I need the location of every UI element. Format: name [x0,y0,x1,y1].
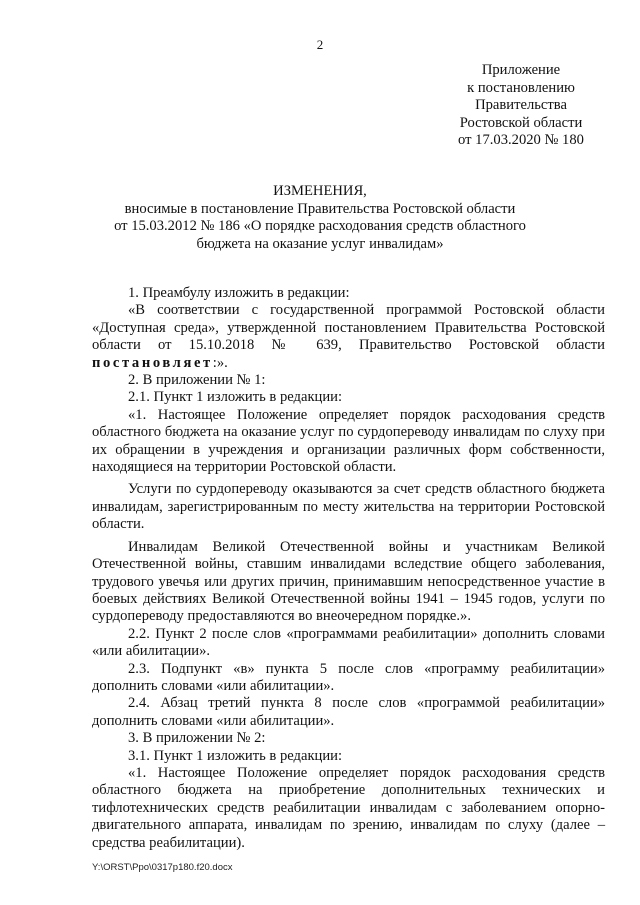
paragraph-text: «В соответствии с государственной программой Ростовской области «Доступная среда», утвержденной постановлением Правительства Ростовской области от 15.10.2018 № 639, Правительство Ростовской области [92,302,605,354]
annex-line: Приложение [481,62,561,78]
paragraph: 2.2. Пункт 2 после слов «программами реабилитации» дополнить словами «или абилитации». [92,625,605,660]
paragraph: Услуги по сурдопереводу оказываются за счет средств областного бюджета инвалидам, зарегистрированным по месту жительства на территории Ростовской области. [92,481,605,533]
paragraph: 1. Преамбулу изложить в редакции: [128,285,350,301]
page-number: 2 [316,37,324,52]
paragraph: Инвалидам Великой Отечественной войны и участникам Великой Отечественной войны, ставшим инвалидами вследствие общего заболевания, трудового увечья или других причин, принимавшим непосредственное участие в боевых действиях Великой Отечественной войны 1941 – 1945 годов, услуги по сурдопереводу предоставляются во внеочередном порядке.». [92,538,605,625]
document-heading [100,183,540,253]
document-body [92,285,605,852]
annex-line: к постановлению [467,79,575,96]
annex-line: от 17.03.2020 № 180 [458,132,584,148]
annex-line: Ростовской области [459,114,583,131]
emphasized-word: постановляет [92,354,213,371]
paragraph: «1. Настоящее Положение определяет порядок расходования средств областного бюджета на приобретение дополнительных технических и тифлотехнических средств реабилитации инвалидам с заболеванием опорно-двигательного аппарата, инвалидам по зрению, инвалидам по слуху (далее – средства реабилитации). [92,764,605,851]
paragraph: 2.1. Пункт 1 изложить в редакции: [128,389,343,406]
paragraph: 2.3. Подпункт «в» пункта 5 после слов «программу реабилитации» дополнить словами «или абилитации». [92,660,605,694]
paragraph: 3.1. Пункт 1 изложить в редакции: [128,747,343,764]
paragraph: 2.4. Абзац третий пункта 8 после слов «программой реабилитации» дополнить словами «или абилитации». [92,695,605,729]
annex-block [440,62,602,150]
file-path-footer: Y:\ORST\Ppo\0317p180.f20.docx [92,862,233,873]
paragraph: 2. В приложении № 1: [128,372,266,389]
heading-line: бюджета на оказание услуг инвалидам» [196,235,444,252]
heading-title: ИЗМЕНЕНИЯ, [273,183,367,199]
paragraph [92,302,605,372]
heading-line: вносимые в постановление Правительства Ростовской области [124,200,516,217]
paragraph: 3. В приложении № 2: [128,730,266,747]
annex-line: Правительства [475,97,567,113]
heading-line: от 15.03.2012 № 186 «О порядке расходования средств областного [114,218,526,234]
paragraph: «1. Настоящее Положение определяет порядок расходования средств областного бюджета на оказание услуг по сурдопереводу инвалидам по слуху при их обращении в учреждения и организации различных форм собственности, находящиеся на территории Ростовской области. [92,406,605,476]
paragraph-end: :». [212,354,228,371]
